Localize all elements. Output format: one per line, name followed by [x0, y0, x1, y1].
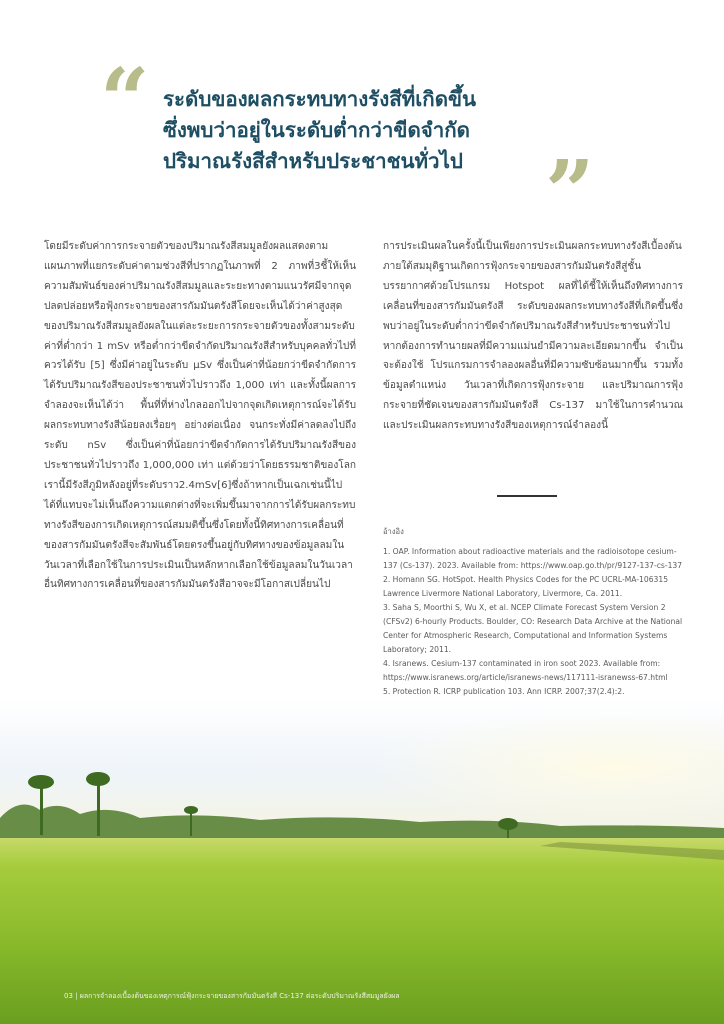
pull-quote-line-1: ระดับของผลกระทบทางรังสีที่เกิดขึ้น [163, 87, 477, 111]
section-divider [497, 495, 557, 497]
rice-field-landscape-image [0, 700, 724, 1024]
reference-item: 4. Isranews. Cesium-137 contaminated in iron soot 2023. Available from: https://www.isranews.org/article/isranews-news/117111-isranewss-67.html [383, 659, 668, 682]
pull-quote [163, 84, 583, 177]
reference-item: 1. OAP. Information about radioactive materials and the radioisotope cesium-137 (Cs-137). 2023. Available from: https://www.oap.go.th/pr/9127-137-cs-137 [383, 547, 683, 570]
pull-quote-line-3: ปริมาณรังสีสำหรับประชาชนทั่วไป [163, 149, 463, 173]
pull-quote-line-2: ซึ่งพบว่าอยู่ในระดับต่ำกว่าขีดจำกัด [163, 118, 470, 142]
page-footer: 03 | ผลการจำลองเบื้องต้นของเหตุการณ์ฟุ้งกระจายของสารกัมมันตรังสี Cs-137 ต่อระดับปริมาณรังสีสมมูลยังผล [64, 992, 400, 1000]
body-paragraph-right: การประเมินผลในครั้งนี้เป็นเพียงการประเมินผลกระทบทางรังสีเบื้องต้น ภายใต้สมมุติฐานเกิดการฟุ้งกระจายของสารกัมมันตรังสีสู่ชั้นบรรยากาศด้วยโปรแกรม Hotspot ผลที่ได้ชี้ให้เห็นถึงทิศทางการเคลื่อนที่ของสารกัมมันตรังสี ระดับของผลกระทบทางรังสีที่เกิดขึ้นซึ่งพบว่าอยู่ในระดับต่ำกว่าขีดจำกัดปริมาณรังสีสำหรับประชาชนทั่วไป หากต้องการทำนายผลที่มีความแม่นยำมีความละเอียดมากขึ้น จำเป็นจะต้องใช้ โปรแกรมการจำลองผลอื่นที่มีความซับซ้อนมากขึ้น รวมทั้งข้อมูลตำแหน่ง วันเวลาที่เกิดการฟุ้งกระจาย และปริมาณการฟุ้งกระจายที่ชัดเจนของสารกัมมันตรังสี Cs-137 มาใช้ในการคำนวณและประเมินผลกระทบทางรังสีของเหตุการณ์จำลองนี้ [383, 241, 683, 432]
body-column-left [44, 237, 356, 595]
reference-item: 3. Saha S, Moorthi S, Wu X, et al. NCEP Climate Forecast System Version 2 (CFSv2) 6-hourly Products. Boulder, CO: Research Data Archive at the National Center for Atmospheric Research, Computational and Information Systems Laboratory; 2011. [383, 603, 683, 654]
reference-item: 2. Homann SG. HotSpot. Health Physics Codes for the PC UCRL-MA-106315 Lawrence Livermore National Laboratory, Livermore, Ca. 2011. [383, 575, 669, 598]
open-quote-mark: “ [100, 50, 150, 151]
reference-item: 5. Protection R. ICRP publication 103. Ann ICRP. 2007;37(2.4):2. [383, 687, 625, 696]
close-quote-mark: ” [545, 142, 595, 243]
body-paragraph-left: โดยมีระดับค่าการกระจายตัวของปริมาณรังสีสมมูลยังผลแสดงตามแผนภาพที่แยกระดับค่าตามช่วงสีที่ปรากฏในภาพที่ 2 ภาพที่3ชี้ให้เห็นความสัมพันธ์ของค่าปริมาณรังสีสมมูลและระยะทางตามแนวรัศมีจากจุดปลดปล่อยหรือฟุ้งกระจายของสารกัมมันตรังสีโดยจะเห็นได้ว่าค่าสูงสุดของปริมาณรังสีสมมูลยังผลในแต่ละระยะการกระจายตัวของทั้งสามระดับค่าที่ต่ำกว่า 1 mSv หรือต่ำกว่าขีดจำกัดปริมาณรังสีสำหรับบุคคลทั่วไปที่ควรได้รับ [5] ซึ่งมีค่าอยู่ในระดับ μSv ซึ่งเป็นค่าที่น้อยกว่าขีดจำกัดการได้รับปริมาณรังสีของประชาชนทั่วไปราวถึง 1,000 เท่า และทั้งนี้ผลการจำลองจะเห็นได้ว่า พื้นที่ที่ห่างไกลออกไปจากจุดเกิดเหตุการณ์จะได้รับผลกระทบทางรังสีน้อยลงเรื่อยๆ อย่างต่อเนื่อง จนกระทั่งมีค่าลดลงไปถึงระดับ nSv ซึ่งเป็นค่าที่น้อยกว่าขีดจำกัดการได้รับปริมาณรังสีของประชาชนทั่วไปราวถึง 1,000,000 เท่า แต่ด้วยว่าโดยธรรมชาติของโลกเรานี้มีรังสีภูมิหลังอยู่ที่ระดับราว2.4mSv[6]ซึ่งถ้าหากเป็นเฉกเช่นนี้ไปได้ที่แทบจะไม่เห็นถึงความแตกต่างที่จะเพิ่มขึ้นมาจากการได้รับผลกระทบทางรังสีของการเกิดเหตุการณ์สมมติขึ้นซึ่งโดยทั้งนี้ทิศทางการเคลื่อนที่ของสารกัมมันตรังสีจะสัมพันธ์โดยตรงขึ้นอยู่กับทิศทางของข้อมูลลมในวันเวลาที่เลือกใช้ในการประเมินเป็นหลักหากเลือกใช้ข้อมูลลมในวันเวลาอื่นทิศทางการเคลื่อนที่ของสารกัมมันตรังสีอาจจะมีโอกาสเปลี่ยนไป [44, 241, 356, 591]
body-column-right [383, 237, 683, 436]
references-title: อ้างอิง [383, 527, 404, 536]
